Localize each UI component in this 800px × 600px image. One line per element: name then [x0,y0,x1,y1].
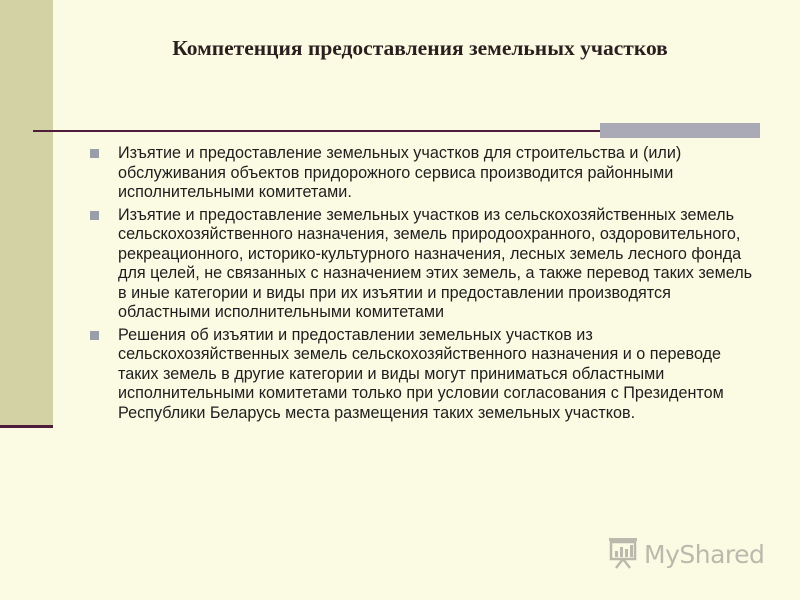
title-divider-accent [600,123,760,138]
presentation-board-icon [607,535,639,574]
bullet-item [90,144,760,203]
square-bullet-icon [90,149,99,158]
bullet-list [90,144,760,426]
myshared-watermark [607,536,764,572]
left-decorative-band [0,0,53,425]
bullet-text: Изъятие и предоставление земельных участков из сельскохозяйственных земель сельскохозяйственного назначения, земель природоохранного, оздоровительного, рекреационного, историко-культурного назначения, лесных земель лесного фонда для целей, не связанных с назначением этих земель, а также перевод таких земель в иные категории и виды при их изъятии и предоставлении производятся областными исполнительными комитетами [118,205,753,321]
bullet-text: Решения об изъятии и предоставлении земельных участков из сельскохозяйственных земель сельскохозяйственного назначения и о переводе таких земель в другие категории и виды могут приниматься областными исполнительными комитетами только при условии согласования с Президентом Республики Беларусь места размещения таких земельных участков. [118,325,724,422]
square-bullet-icon [90,331,99,340]
square-bullet-icon [90,211,99,220]
bullet-text: Изъятие и предоставление земельных участков для строительства и (или) обслуживания объектов придорожного сервиса производится районными исполнительными комитетами. [118,144,682,201]
watermark-text: MyShared [644,539,765,569]
left-band-bottom-line [0,425,53,428]
bullet-item [90,206,760,323]
bullet-item [90,326,760,424]
slide-title: Компетенция предоставления земельных участков [172,36,668,60]
